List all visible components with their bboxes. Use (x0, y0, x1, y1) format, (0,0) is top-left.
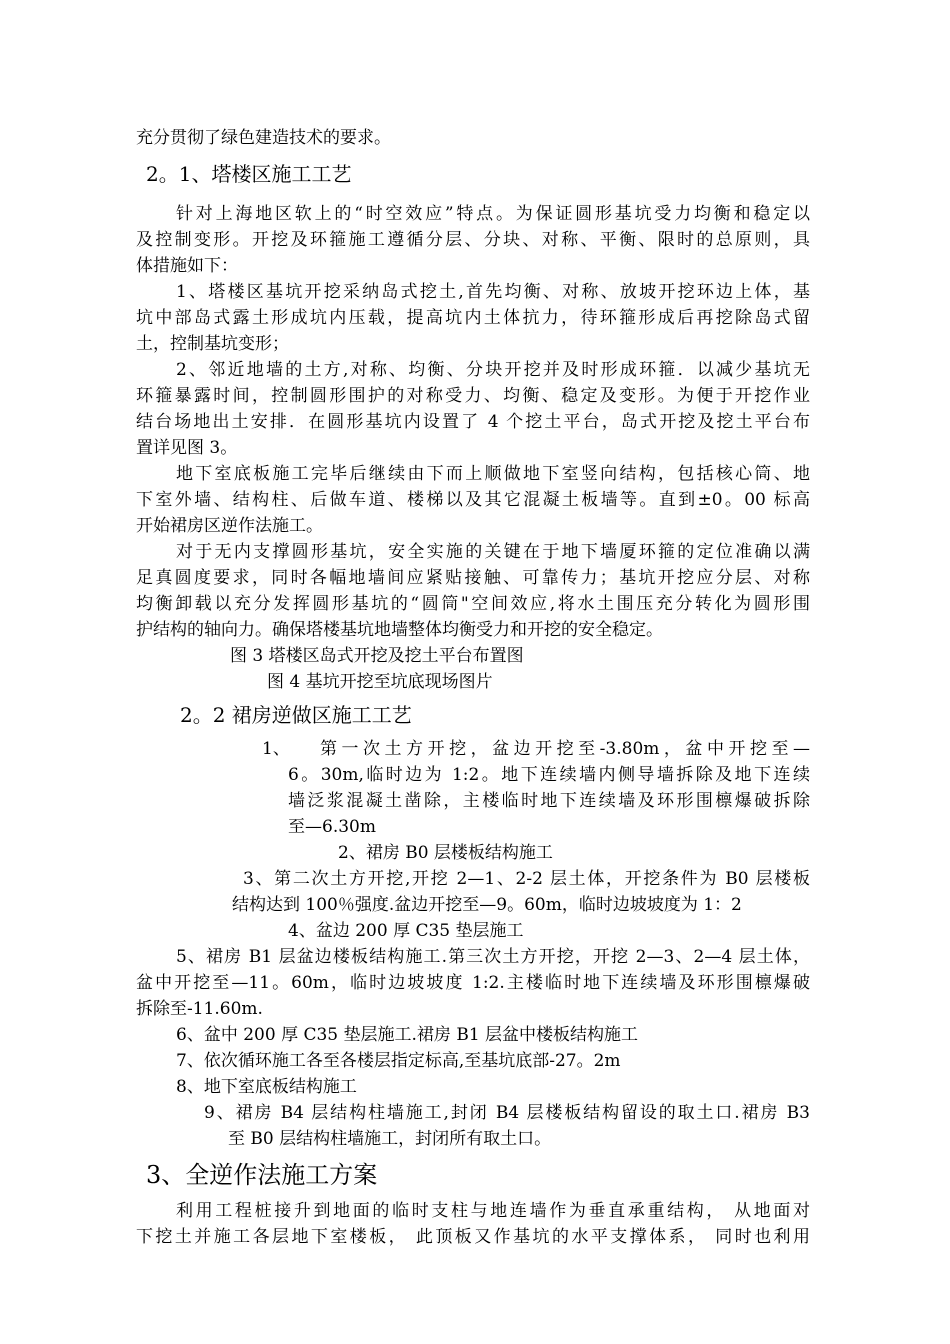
list-item-line: 2、裙房 B0 层楼板结构施工 (338, 843, 553, 863)
list-item-line: 第一次土方开挖，盆边开挖至-3.80m，盆中开挖至— (320, 739, 810, 759)
list-item-line: 3、第二次土方开挖,开挖 2—1、2-2 层土体，开挖条件为 B0 层楼板 (243, 869, 810, 889)
list-item-line: 结构达到 100％强度.盆边开挖至—9。60m，临时边坡坡度为 1：2 (232, 895, 742, 915)
paragraph-line: 针对上海地区软上的“时空效应”特点。为保证圆形基坑受力均衡和稳定以 (176, 204, 810, 224)
paragraph-line: 下挖土并施工各层地下室楼板， 此顶板又作基坑的水平支撑体系， 同时也利用 (136, 1227, 810, 1247)
section-heading: 2。2 裙房逆做区施工工艺 (180, 703, 412, 727)
paragraph-line: 置详见图 3。 (136, 438, 238, 458)
paragraph-line: 地下室底板施工完毕后继续由下而上顺做地下室竖向结构，包括核心筒、地 (176, 464, 810, 484)
paragraph-line: 均衡卸载以充分发挥圆形基坑的“圆筒"空间效应,将水土围压充分转化为圆形围 (136, 594, 810, 614)
list-item-line: 至—6.30m (288, 817, 376, 837)
figure-caption: 图 4 基坑开挖至坑底现场图片 (267, 672, 493, 692)
paragraph-line: 体措施如下： (136, 256, 238, 276)
figure-caption: 图 3 塔楼区岛式开挖及挖土平台布置图 (230, 646, 524, 666)
paragraph-line: 足真圆度要求，同时各幅地墙间应紧贴接触、可靠传力；基坑开挖应分层、对称 (136, 568, 810, 588)
list-number: 1、 (262, 739, 290, 759)
list-item-line: 6、盆中 200 厚 C35 垫层施工.裙房 B1 层盆中楼板结构施工 (176, 1025, 639, 1045)
list-item-line: 拆除至-11.60m. (136, 999, 263, 1019)
paragraph-line: 1、塔楼区基坑开挖采纳岛式挖土,首先均衡、对称、放坡开挖环边上体，基 (176, 282, 810, 302)
list-item-line: 至 B0 层结构柱墙施工，封闭所有取土口。 (228, 1129, 552, 1149)
list-item-line: 8、地下室底板结构施工 (176, 1077, 357, 1097)
paragraph-line: 开始裙房区逆作法施工。 (136, 516, 323, 536)
paragraph-line: 坑中部岛式露土形成坑内压载，提高坑内土体抗力，待环箍形成后再挖除岛式留 (136, 308, 810, 328)
paragraph-line: 环箍暴露时间，控制圆形围护的对称受力、均衡、稳定及变形。为便于开挖作业 (136, 386, 810, 406)
text-line: 充分贯彻了绿色建造技术的要求。 (136, 128, 391, 148)
paragraph-line: 下室外墙、结构柱、后做车道、楼梯以及其它混凝土板墙等。直到±0。00 标高 (136, 490, 810, 510)
list-item-line: 6。30m,临时边为 1:2。地下连续墙内侧导墙拆除及地下连续 (288, 765, 810, 785)
list-item-line: 4、盆边 200 厚 C35 垫层施工 (288, 921, 524, 941)
paragraph-line: 结台场地出土安排．在圆形基坑内设置了 4 个挖土平台，岛式开挖及挖土平台布 (136, 412, 810, 432)
paragraph-line: 土，控制基坑变形； (136, 334, 289, 354)
list-item-line: 盆中开挖至—11。60m，临时边坡坡度 1:2.主楼临时地下连续墙及环形围檩爆破 (136, 973, 810, 993)
paragraph-line: 及控制变形。开挖及环箍施工遵循分层、分块、对称、平衡、限时的总原则，具 (136, 230, 810, 250)
list-item-line: 5、裙房 B1 层盆边楼板结构施工.第三次土方开挖，开挖 2—3、2—4 层土体， (176, 947, 810, 967)
section-heading: 3、全逆作法施工方案 (146, 1161, 378, 1189)
list-item-line: 7、依次循环施工各至各楼层指定标高,至基坑底部-27。2m (176, 1051, 621, 1071)
paragraph-line: 对于无内支撑圆形基坑，安全实施的关键在于地下墙厦环箍的定位准确以满 (176, 542, 810, 562)
section-heading: 2。1、塔楼区施工工艺 (146, 162, 352, 186)
paragraph-line: 利用工程桩接升到地面的临时支柱与地连墙作为垂直承重结构， 从地面对 (176, 1201, 810, 1221)
list-item-line: 墙泛浆混凝土凿除，主楼临时地下连续墙及环形围檩爆破拆除 (288, 791, 810, 811)
list-item-line: 9、裙房 B4 层结构柱墙施工,封闭 B4 层楼板结构留设的取土口.裙房 B3 (204, 1103, 810, 1123)
paragraph-line: 护结构的轴向力。确保塔楼基坑地墙整体均衡受力和开挖的安全稳定。 (136, 620, 663, 640)
paragraph-line: 2、邻近地墙的土方,对称、均衡、分块开挖并及时形成环箍．以减少基坑无 (176, 360, 810, 380)
